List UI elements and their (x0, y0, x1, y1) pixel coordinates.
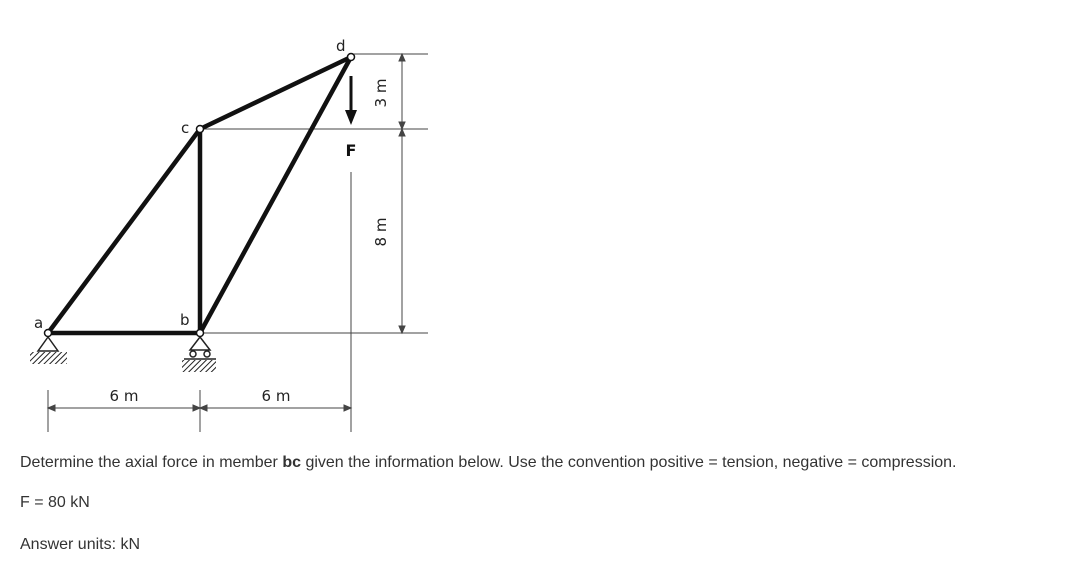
pin-support-a (30, 337, 67, 364)
node-label-c: c (181, 119, 190, 137)
question-prefix: Determine the axial force in member (20, 454, 283, 471)
force-label: F (345, 141, 357, 160)
member-ac (48, 129, 200, 333)
member-bd (200, 57, 351, 333)
given-value: F = 80 kN (20, 494, 90, 511)
member-cd (200, 57, 351, 129)
node-label-a: a (34, 314, 44, 332)
dim-label-6m-left: 6 m (109, 387, 139, 405)
question-text (20, 454, 957, 472)
dim-label-8m: 8 m (372, 217, 390, 247)
question-member: bc (282, 454, 301, 471)
truss-members (48, 57, 351, 333)
vertical-dimension (399, 54, 405, 333)
roller-support-b (182, 337, 216, 372)
node-label-d: d (336, 37, 346, 55)
question-suffix: given the information below. Use the convention positive = tension, negative = compression. (301, 454, 957, 471)
dim-label-6m-right: 6 m (261, 387, 291, 405)
force-arrow-f (345, 76, 357, 125)
node-label-b: b (180, 311, 190, 329)
dim-label-3m: 3 m (372, 78, 390, 108)
answer-units: Answer units: kN (20, 536, 141, 553)
